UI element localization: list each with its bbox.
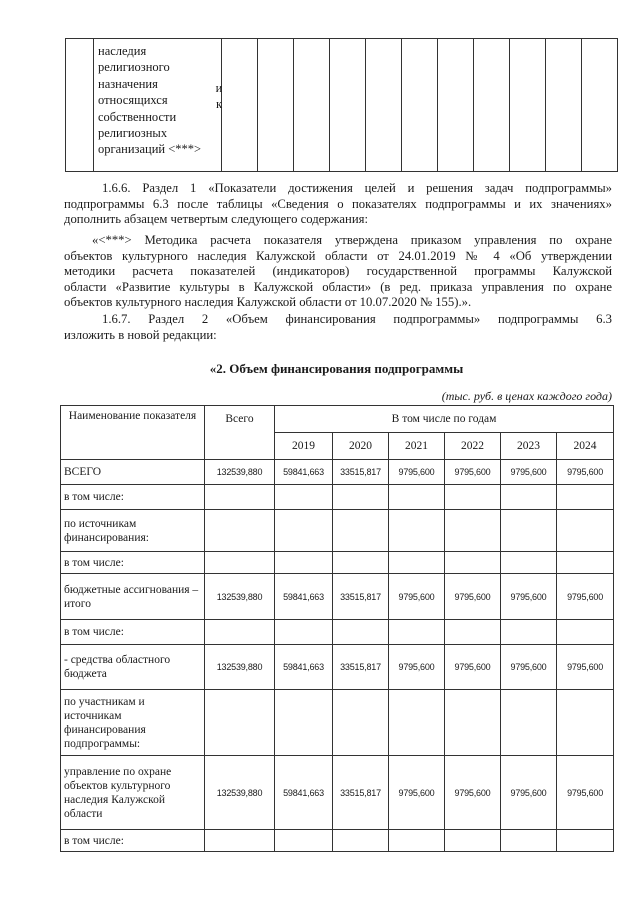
empty-cell: [557, 552, 614, 574]
table-row: [61, 645, 614, 690]
indicator-name-cell: [94, 39, 222, 172]
table-row: [61, 510, 614, 552]
empty-cell: [389, 485, 445, 510]
value-cell: 59841,663: [275, 460, 333, 485]
empty-cell: [501, 485, 557, 510]
text-line: подпрограммы 6.3 после таблицы «Сведения о показателях подпрограммы и их значениях»: [64, 196, 612, 211]
row-label: в том числе:: [61, 620, 205, 645]
empty-cell: [275, 485, 333, 510]
empty-cell: [445, 510, 501, 552]
value-cell: 9795,600: [445, 645, 501, 690]
empty-cell: [445, 620, 501, 645]
section-heading: «2. Объем финансирования подпрограммы: [209, 361, 464, 376]
value-cell: 33515,817: [333, 645, 389, 690]
name-line: назначения: [98, 76, 158, 91]
value-cell: 59841,663: [275, 756, 333, 830]
quoted-methodology-paragraph: [64, 233, 612, 311]
empty-cell: [205, 830, 275, 852]
value-cell: 132539,880: [205, 574, 275, 620]
table-row: [61, 552, 614, 574]
empty-cell: [582, 39, 618, 172]
empty-cell: [445, 485, 501, 510]
empty-cell: [389, 690, 445, 756]
empty-cell: [275, 620, 333, 645]
empty-cell: [389, 830, 445, 852]
value-cell: 9795,600: [389, 756, 445, 830]
text-line: 1.6.6. Раздел 1 «Показатели достижения целей и решения задач подпрограммы»: [102, 181, 612, 195]
value-cell: 132539,880: [205, 460, 275, 485]
empty-cell: [557, 830, 614, 852]
table-row: [61, 756, 614, 830]
text-line: 1.6.7. Раздел 2 «Объем финансирования подпрограммы» подпрограммы 6.3: [102, 312, 612, 326]
table-row: [61, 830, 614, 852]
table-row: [61, 690, 614, 756]
name-line: собственности: [98, 109, 177, 124]
ik-letter: к: [215, 97, 223, 112]
empty-cell: [474, 39, 510, 172]
empty-cell: [333, 510, 389, 552]
value-cell: 9795,600: [557, 645, 614, 690]
empty-cell: [445, 690, 501, 756]
paragraph-1-6-6: [64, 181, 612, 228]
value-cell: 33515,817: [333, 574, 389, 620]
value-cell: 33515,817: [333, 460, 389, 485]
financing-table: [60, 405, 614, 852]
year-2024: 2024: [557, 433, 614, 460]
empty-cell: [501, 620, 557, 645]
empty-cell: [389, 620, 445, 645]
empty-cell: [389, 552, 445, 574]
header-total-cell: [205, 406, 275, 460]
empty-cell: [294, 39, 330, 172]
value-cell: 33515,817: [333, 756, 389, 830]
header-by-years: В том числе по годам: [391, 413, 497, 425]
empty-cell: [205, 690, 275, 756]
empty-cell: [366, 39, 402, 172]
text-line: объектов культурного наследия Калужской области от 24.01.2019 № 4 «Об утверждении: [64, 248, 612, 263]
value-cell: 132539,880: [205, 645, 275, 690]
header-name-cell: [61, 406, 205, 460]
empty-cell: [546, 39, 582, 172]
row-label: по источникам финансирования:: [61, 510, 205, 552]
name-line: религиозных: [98, 126, 168, 141]
value-cell: 59841,663: [275, 574, 333, 620]
value-cell: 9795,600: [501, 574, 557, 620]
name-line: относящихся: [98, 93, 168, 108]
empty-cell: [275, 552, 333, 574]
empty-cell: [445, 830, 501, 852]
empty-cell: [501, 830, 557, 852]
value-cell: 9795,600: [389, 645, 445, 690]
header-total: Всего: [225, 413, 254, 425]
value-cell: 9795,600: [501, 645, 557, 690]
name-line: наследия: [98, 44, 147, 58]
name-line: религиозного: [98, 60, 170, 75]
row-label: в том числе:: [61, 552, 205, 574]
empty-cell: [333, 552, 389, 574]
value-cell: 9795,600: [445, 574, 501, 620]
empty-cell: [557, 510, 614, 552]
row-label: управление по охране объектов культурного наследия Калужской области: [61, 756, 205, 830]
empty-cell: [510, 39, 546, 172]
table-row: [61, 620, 614, 645]
empty-cell: [333, 690, 389, 756]
empty-cell: [445, 552, 501, 574]
value-cell: 9795,600: [445, 756, 501, 830]
text-line: «<***> Методика расчета показателя утверждена приказом управления по охране: [92, 233, 612, 247]
row-label: бюджетные ассигнования – итого: [61, 574, 205, 620]
value-cell: 59841,663: [275, 645, 333, 690]
value-cell: 9795,600: [557, 574, 614, 620]
table-row: [61, 460, 614, 485]
row-label: ВСЕГО: [61, 460, 205, 485]
row-label: в том числе:: [61, 485, 205, 510]
units-note: (тыс. руб. в ценах каждого года): [441, 389, 612, 403]
empty-cell: [557, 485, 614, 510]
year-2023: 2023: [501, 433, 557, 460]
empty-cell: [205, 620, 275, 645]
empty-cell: [333, 830, 389, 852]
text-line: методики расчета показателей (индикаторов) государственной программы Калужской: [64, 264, 612, 279]
year-2021: 2021: [389, 433, 445, 460]
text-line: изложить в новой редакции:: [64, 327, 217, 342]
header-name: Наименование показателя: [68, 410, 197, 422]
ik-letters: [215, 80, 223, 113]
value-cell: 9795,600: [389, 460, 445, 485]
empty-cell: [222, 39, 258, 172]
value-cell: 132539,880: [205, 756, 275, 830]
name-line: организаций <***>: [98, 142, 202, 157]
value-cell: 9795,600: [557, 756, 614, 830]
empty-cell: [333, 620, 389, 645]
empty-cell: [275, 510, 333, 552]
text-line: объектов культурного наследия Калужской области от 10.07.2020 № 155).».: [64, 295, 472, 310]
header-by-years-cell: [275, 406, 614, 433]
year-2022: 2022: [445, 433, 501, 460]
value-cell: 9795,600: [445, 460, 501, 485]
empty-cell: [275, 690, 333, 756]
empty-cell: [501, 690, 557, 756]
empty-cell: [501, 552, 557, 574]
value-cell: 9795,600: [557, 460, 614, 485]
year-2019: 2019: [275, 433, 333, 460]
table-row: [61, 485, 614, 510]
row-label: по участникам и источникам финансирования подпрограммы:: [61, 690, 205, 756]
text-line: области «Развитие культуры в Калужской области» (в ред. приказа управления по охране: [64, 279, 612, 294]
text-line: дополнить абзацем четвертым следующего содержания:: [64, 212, 368, 227]
paragraph-1-6-7: [64, 312, 612, 343]
empty-cell: [333, 485, 389, 510]
value-cell: 9795,600: [501, 460, 557, 485]
empty-cell: [438, 39, 474, 172]
number-cell: [66, 39, 94, 172]
empty-cell: [557, 690, 614, 756]
ik-letter: и: [215, 81, 223, 95]
empty-cell: [205, 552, 275, 574]
empty-cell: [275, 830, 333, 852]
empty-cell: [389, 510, 445, 552]
table-row: [61, 574, 614, 620]
empty-cell: [330, 39, 366, 172]
empty-cell: [205, 510, 275, 552]
indicators-table-continuation: [65, 38, 618, 172]
empty-cell: [205, 485, 275, 510]
row-label: - средства областного бюджета: [61, 645, 205, 690]
empty-cell: [557, 620, 614, 645]
value-cell: 9795,600: [501, 756, 557, 830]
empty-cell: [501, 510, 557, 552]
value-cell: 9795,600: [389, 574, 445, 620]
empty-cell: [258, 39, 294, 172]
year-2020: 2020: [333, 433, 389, 460]
row-label: в том числе:: [61, 830, 205, 852]
empty-cell: [402, 39, 438, 172]
